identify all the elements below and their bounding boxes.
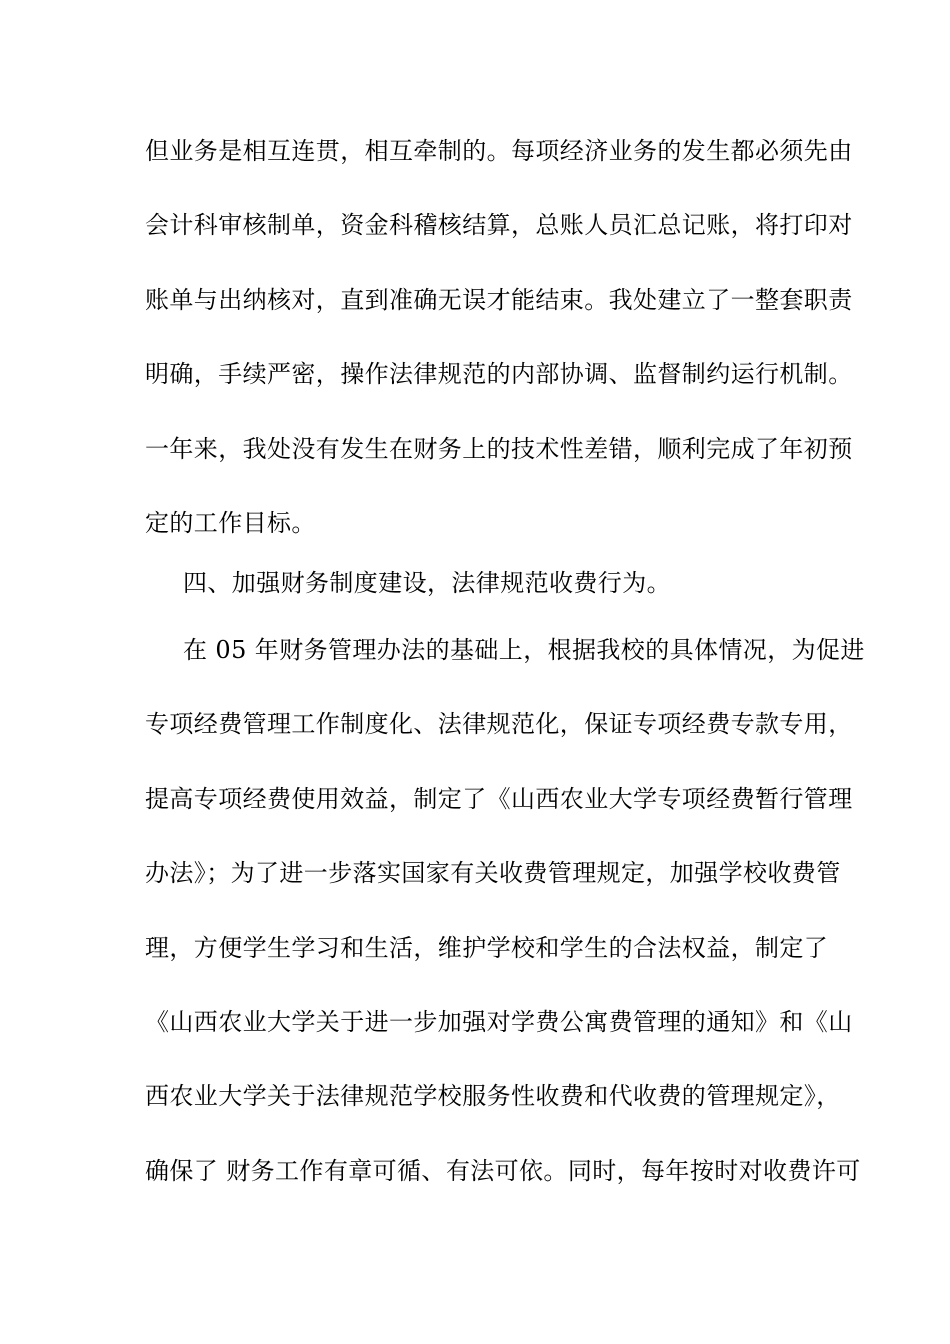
section-heading: 四、加强财务制度建设，法律规范收费行为。 xyxy=(183,569,671,597)
paragraph-first-line: 在 05 年财务管理办法的基础上，根据我校的具体情况，为促进 xyxy=(183,636,865,664)
text-line: 一年来，我处没有发生在财务上的技术性差错，顺利完成了年初预 xyxy=(145,435,853,463)
text-line: 定的工作目标。 xyxy=(145,509,316,537)
text-line: 专项经费管理工作制度化、法律规范化，保证专项经费专款专用， xyxy=(145,710,853,738)
text-line: 账单与出纳核对，直到准确无误才能结束。我处建立了一整套职责 xyxy=(145,286,853,314)
text-line: 确保了 财务工作有章可循、有法可依。同时，每年按时对收费许可 xyxy=(145,1157,861,1185)
text-line: 西农业大学关于法律规范学校服务性收费和代收费的管理规定》， xyxy=(145,1082,841,1110)
text-line: 但业务是相互连贯，相互牵制的。每项经济业务的发生都必须先由 xyxy=(145,137,853,165)
text-line: 提高专项经费使用效益，制定了《山西农业大学专项经费暂行管理 xyxy=(145,785,853,813)
text-line: 明确，手续严密，操作法律规范的内部协调、监督制约运行机制。 xyxy=(145,360,853,388)
text-line: 《山西农业大学关于进一步加强对学费公寓费管理的通知》和《山 xyxy=(145,1008,853,1036)
text-line: 理，方便学生学习和生活，维护学校和学生的合法权益，制定了 xyxy=(145,934,829,962)
text-line: 会计科审核制单，资金科稽核结算，总账人员汇总记账，将打印对 xyxy=(145,211,853,239)
text-line: 办法》；为了进一步落实国家有关收费管理规定，加强学校收费管 xyxy=(145,859,841,887)
